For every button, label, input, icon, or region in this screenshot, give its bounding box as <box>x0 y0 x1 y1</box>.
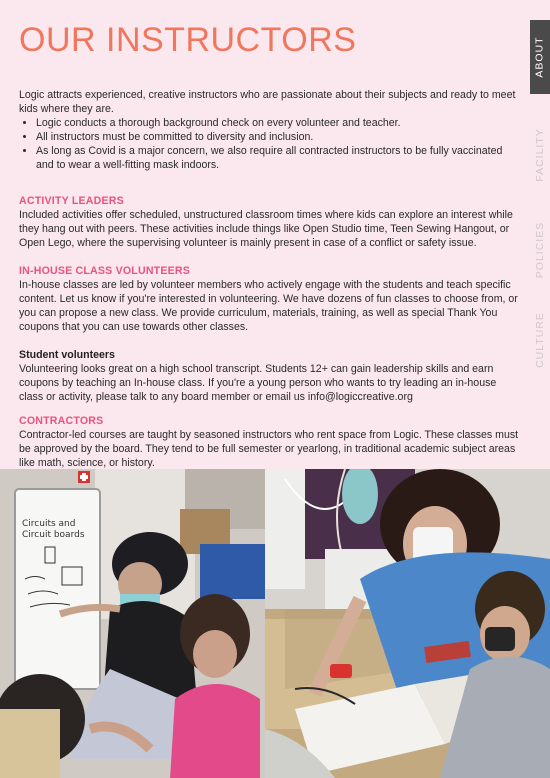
tab-about[interactable] <box>530 20 550 94</box>
whiteboard-scene-illustration <box>0 469 265 778</box>
whiteboard-text: Circuits and Circuit boards <box>22 519 85 540</box>
intro <box>19 88 519 172</box>
tab-label: CULTURE <box>534 312 546 368</box>
section-heading: ACTIVITY LEADERS <box>19 195 124 207</box>
photo-whiteboard-class <box>0 469 265 778</box>
section-heading: IN-HOUSE CLASS VOLUNTEERS <box>19 265 190 277</box>
section-student-volunteers <box>19 348 519 404</box>
section-activity-leaders <box>19 194 519 250</box>
section-body: In-house classes are led by volunteer members who actively engage with the students and teach specific content. Let us know if you're interested in volunteering. We have dozens of fun classes to choose from, or you can propose a new class. We provide curriculum, materials, training, as well as special Thank You coupons that you can use towards other classes. <box>19 279 518 333</box>
list-item: • Logic conducts a thorough background check on every volunteer and teacher. <box>36 116 519 130</box>
tab-policies[interactable] <box>530 205 550 295</box>
tab-facility[interactable] <box>530 110 550 200</box>
tab-label: POLICIES <box>534 221 546 279</box>
photo-tabletop-class <box>265 469 550 778</box>
intro-text: Logic attracts experienced, creative instructors who are passionate about their subjects and ready to meet kids where they are. <box>19 89 516 115</box>
main-content <box>19 20 519 470</box>
intro-bullets <box>19 116 519 172</box>
section-body: Contractor-led courses are taught by seasoned instructors who rent space from Logic. These classes must be approved by the board. They tend to be full semester or yearlong, in traditional academic subject areas like math, science, or history. <box>19 429 519 469</box>
tabletop-scene-illustration <box>265 469 550 778</box>
list-item: • All instructors must be committed to diversity and inclusion. <box>36 130 519 144</box>
page-title: OUR INSTRUCTORS <box>19 21 357 59</box>
tab-label: FACILITY <box>534 128 547 182</box>
tab-culture[interactable] <box>530 300 550 380</box>
tab-label: ABOUT <box>534 36 547 78</box>
section-inhouse <box>19 264 519 334</box>
list-item: • As long as Covid is a major concern, we also require all contracted instructors to be fully vaccinated and to wear a well-fitting mask indoors. <box>36 144 519 172</box>
section-subheading: Student volunteers <box>19 349 115 361</box>
section-body: Volunteering looks great on a high school transcript. Students 12+ can gain leadership skills and earn coupons by teaching an In-house class. If you're a young person who wants to try leading an in-house class or activity, please talk to any board member or email us info@logiccreative.org <box>19 363 497 403</box>
section-body: Included activities offer scheduled, unstructured classroom times where kids can explore an interest while they hang out with peers. These activities include things like Open Studio time, Teen Sewing Hangout, or Open Lego, where the supervising volunteer is mainly present in case of a conflict or safety issue. <box>19 209 513 249</box>
side-nav-tabs <box>530 20 550 380</box>
section-contractors <box>19 414 519 470</box>
section-heading: CONTRACTORS <box>19 415 104 427</box>
photo-strip <box>0 469 550 778</box>
